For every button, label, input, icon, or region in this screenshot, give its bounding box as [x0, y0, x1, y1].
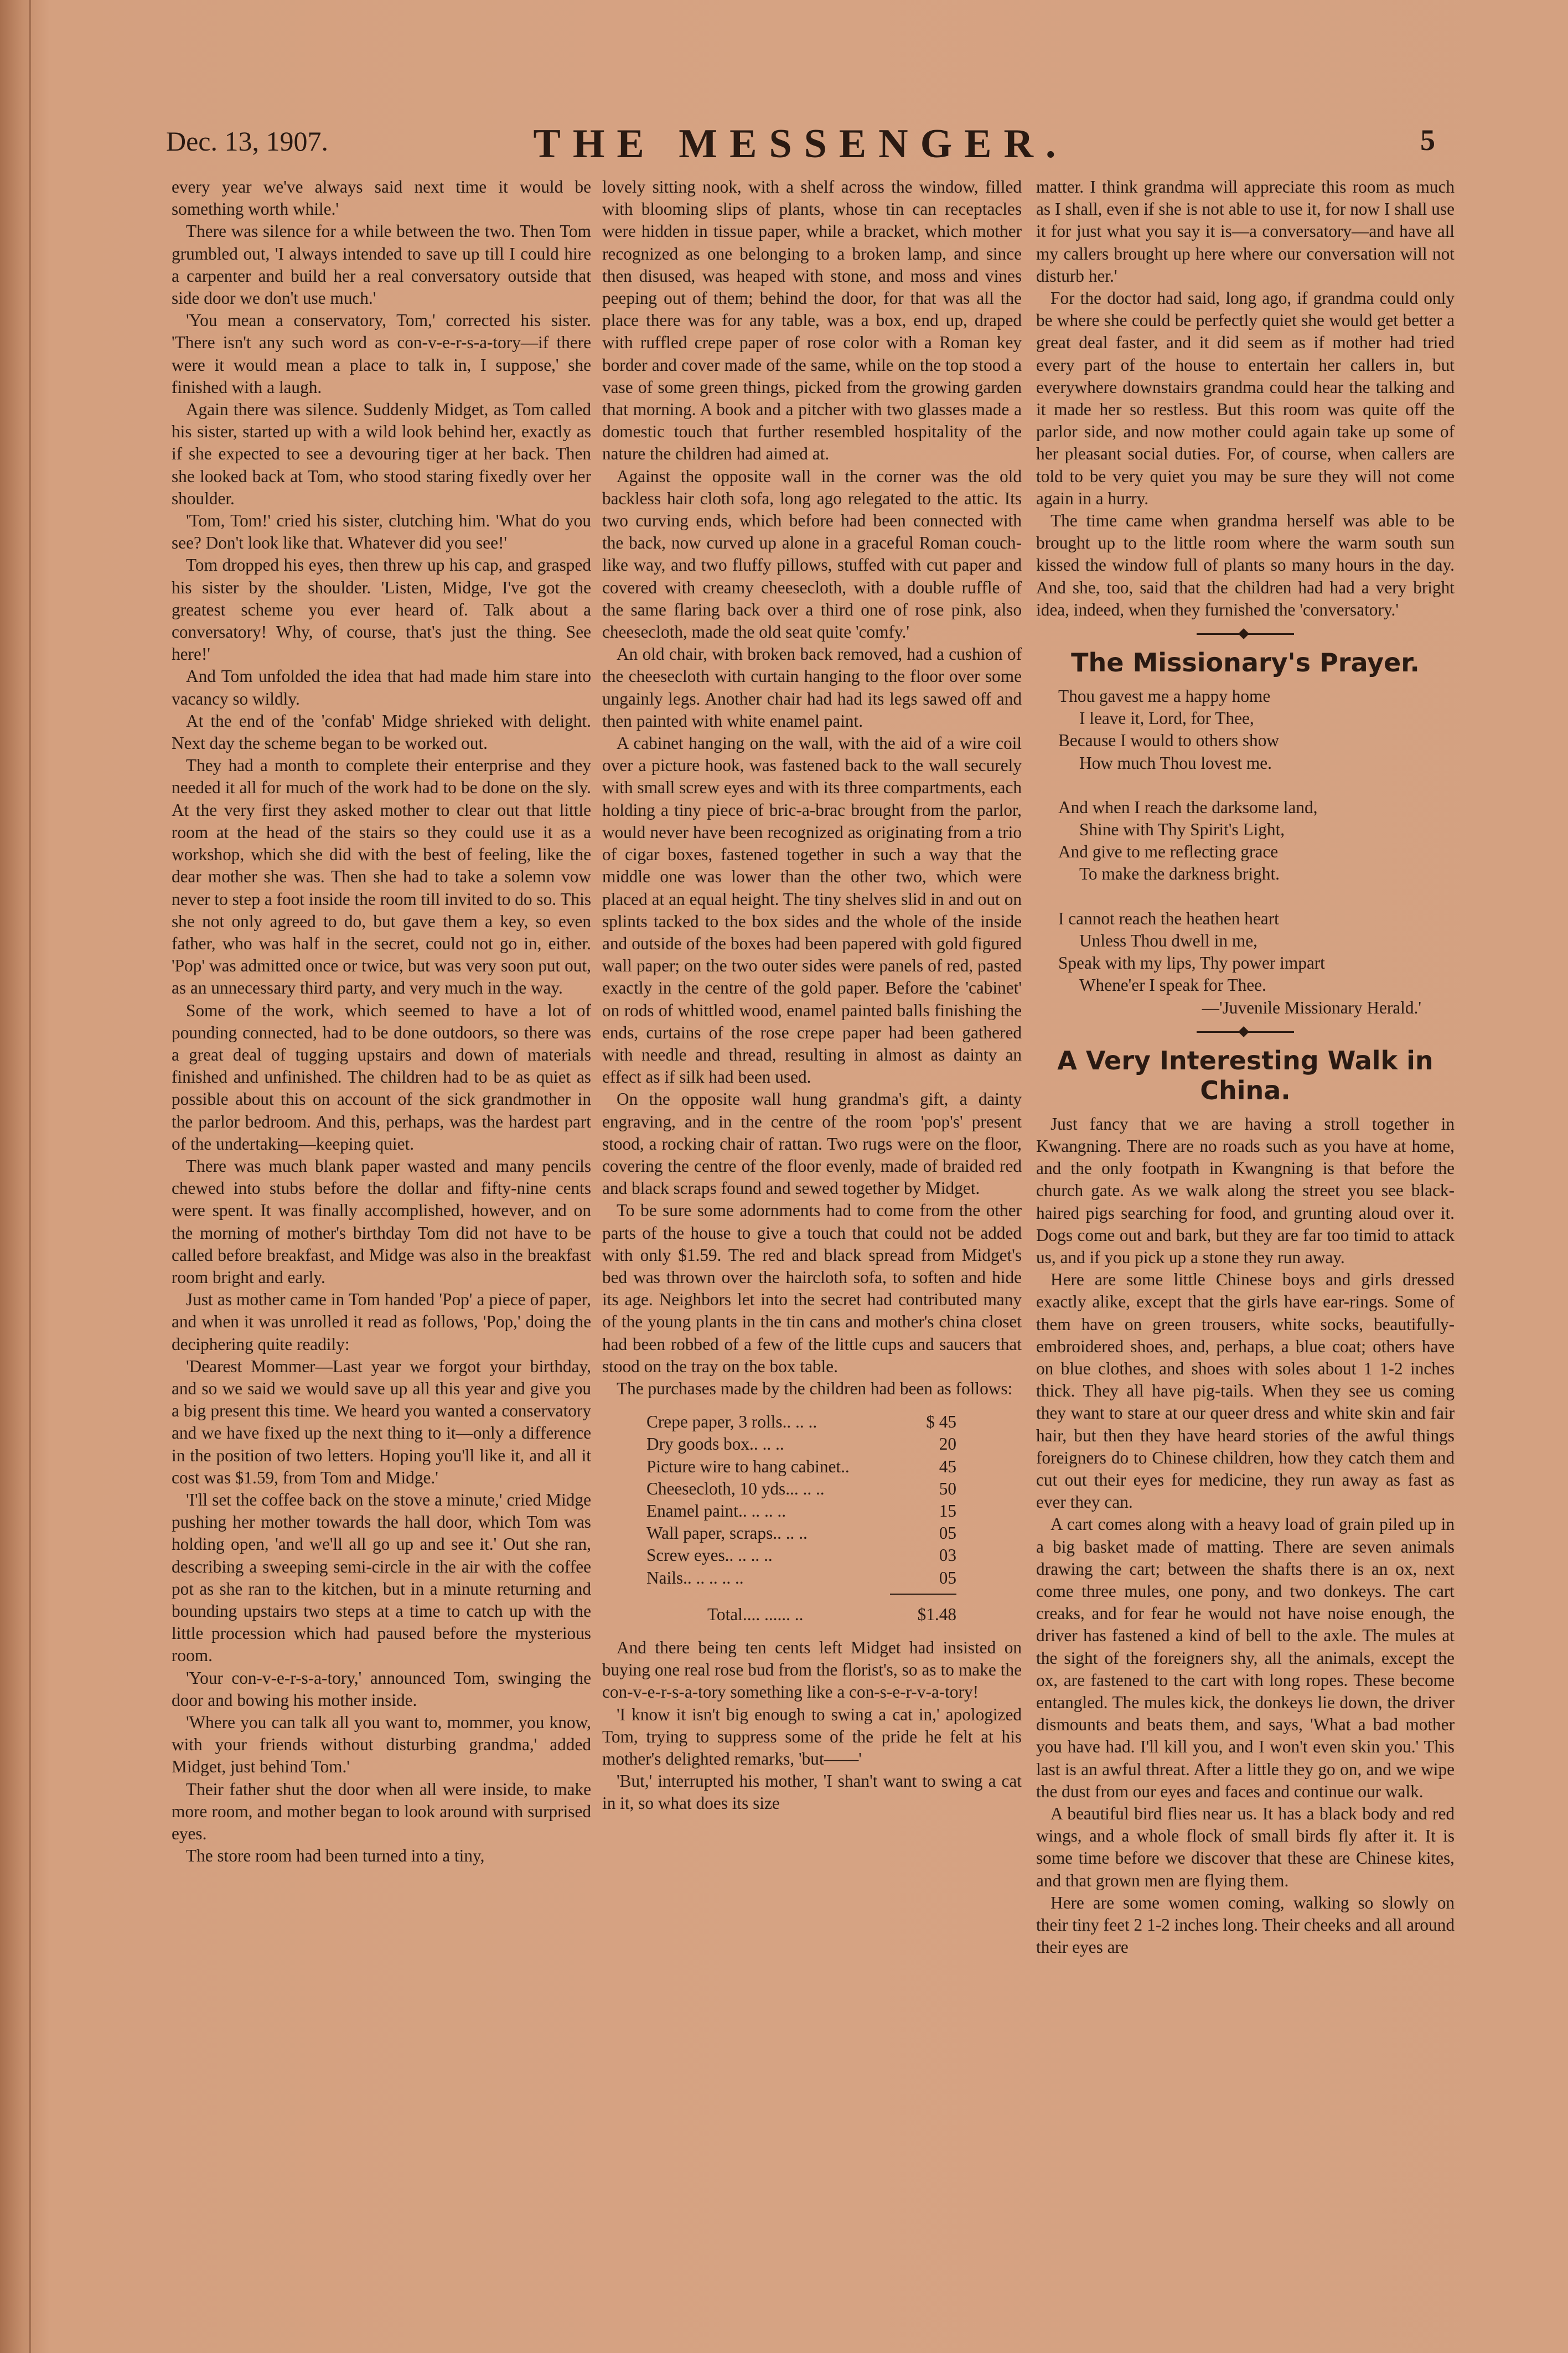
- purchase-item: Cheesecloth, 10 yds.: [646, 1478, 790, 1498]
- purchase-item: Crepe paper, 3 rolls: [646, 1412, 783, 1432]
- poem-line: And when I reach the darksome land,: [1058, 797, 1318, 817]
- page-number: 5: [1420, 123, 1435, 157]
- purchase-price: 05: [939, 1523, 956, 1543]
- issue-date: Dec. 13, 1907.: [166, 126, 328, 157]
- paragraph: There was silence for a while between the two. Then Tom grumbled out, 'I always intended to save up till I could hire a carpenter and build her a real conversatory outside that side door we don't use much.': [172, 221, 591, 308]
- paragraph: lovely sitting nook, with a shelf across the window, filled with blooming slips of plants, whose tin can receptacles were hidden in tissue paper, while a bracket, which mother recognized as one belonging to a broken lamp, and since then disused, was heaped with stone, and moss and vines peeping out of them; behind the door, for that was all the place there was for any table, was a box, end up, draped with ruffled crepe paper of rose color with a Roman key border and cover made of the same, while on the top stood a vase of some green things, picked from the growing garden that morning. A book and a pitcher with two glasses made a domestic touch that further resembled hospitality of the nature the children had aimed at.: [602, 177, 1022, 464]
- masthead-title: THE MESSENGER.: [533, 121, 1068, 167]
- purchase-item: Dry goods box: [646, 1434, 750, 1454]
- column-1: [172, 176, 591, 1867]
- paragraph: 'But,' interrupted his mother, 'I shan't want to swing a cat in it, so what does its size: [602, 1771, 1022, 1813]
- purchase-price: 45: [939, 1456, 956, 1476]
- paragraph: The time came when grandma herself was able to be brought up to the little room where the warm south sun kissed the window full of plants so many hours in the day. And she, too, said that the children had had a very bright idea, indeed, when they furnished the 'conversatory.': [1036, 511, 1455, 619]
- purchase-item: Wall paper, scraps: [646, 1523, 773, 1543]
- purchase-item: Picture wire to hang cabinet: [646, 1456, 841, 1476]
- purchase-row: Wall paper, scraps .. .. .. 05: [646, 1522, 956, 1544]
- section-divider: [1036, 627, 1455, 641]
- paragraph: 'I know it isn't big enough to swing a cat in,' apologized Tom, trying to suppress some of the pride he felt at his mother's delighted remarks, 'but——': [602, 1704, 1022, 1769]
- paragraph: The store room had been turned into a tiny,: [186, 1846, 485, 1866]
- purchase-price: 03: [939, 1545, 956, 1565]
- section-divider: [1036, 1025, 1455, 1039]
- poem-line: Shine with Thy Spirit's Light,: [1079, 820, 1285, 840]
- poem-stanza: [1058, 685, 1455, 774]
- poem-line: Because I would to others show: [1058, 731, 1279, 751]
- paragraph: And Tom unfolded the idea that had made him stare into vacancy so wildly.: [172, 666, 591, 709]
- paragraph: A cart comes along with a heavy load of grain piled up in a big basket made of matting. There are seven animals drawing the cart; between the shafts there is an ox, next come three mules, one pony, and two donkeys. The cart creaks, and for fear he would not have noise enough, the driver has fastened a kind of bell to the axle. The mules at the sight of the foreigners shy, all the animals, except the ox, are fastened to the cart with long ropes. These become entangled. The mules kick, the donkeys lie down, the driver dismounts and beats them, and says, 'What a bad mother you have had. I'll kill you, and I won't even skin you.' This last is an awful threat. After a little they go on, and we wipe the dust from our eyes and faces and continue our walk.: [1036, 1514, 1455, 1801]
- purchase-row: Enamel paint .. .. .. .. 15: [646, 1500, 956, 1522]
- purchase-row: Dry goods box .. .. .. 20: [646, 1433, 956, 1455]
- paragraph: A beautiful bird flies near us. It has a black body and red wings, and a whole flock of small birds fly after it. It is some time before we discover that these are Chinese kites, and that grown men are flying them.: [1036, 1804, 1455, 1890]
- paragraph: every year we've always said next time it would be something worth while.': [172, 177, 591, 219]
- paragraph: matter. I think grandma will appreciate this room as much as I shall, even if she is not able to use it, for now I shall use it for just what you say it is—a conversatory—and have all my callers brought up here where our conversation will not disturb her.': [1036, 177, 1455, 286]
- poem-line: How much Thou lovest me.: [1079, 753, 1272, 773]
- paragraph: Here are some women coming, walking so slowly on their tiny feet 2 1-2 inches long. Their cheeks and all around their eyes are: [1036, 1892, 1455, 1957]
- poem-stanza: [1058, 797, 1455, 886]
- poem-line: Speak with my lips, Thy power impart: [1058, 953, 1325, 973]
- poem-line: I cannot reach the heathen heart: [1058, 908, 1279, 928]
- purchase-total-row: Total .... ...... .. $1.48: [646, 1604, 956, 1626]
- paragraph: 'Tom, Tom!' cried his sister, clutching him. 'What do you see? Don't look like that. Whatever did you see!': [172, 511, 591, 553]
- purchase-item: Enamel paint: [646, 1501, 738, 1521]
- purchase-row: Screw eyes .. .. .. .. 03: [646, 1544, 956, 1566]
- column-2: [602, 176, 1022, 1815]
- paragraph: 'Where you can talk all you want to, mommer, you know, with your friends without disturbing grandma,' added Midget, just behind Tom.': [172, 1713, 591, 1777]
- paragraph: 'You mean a conservatory, Tom,' corrected his sister. 'There isn't any such word as con-v-e-r-s-a-tory—if there were it would mean a place to talk in, I suppose,' she finished with a laugh.: [172, 311, 591, 397]
- purchase-price: 20: [939, 1434, 956, 1454]
- poem-line: Thou gavest me a happy home: [1058, 686, 1271, 706]
- poem-line: And give to me reflecting grace: [1058, 842, 1279, 862]
- purchase-price: 05: [939, 1568, 956, 1587]
- paragraph: There was much blank paper wasted and many pencils chewed into stubs before the dollar and fifty-nine cents were spent. It was finally accomplished, however, and on the morning of mother's birthday Tom did not have to be called before breakfast, and Midge was also in the breakfast room bright and early.: [172, 1156, 591, 1287]
- paragraph: And there being ten cents left Midget had insisted on buying one real rose bud from the florist's, so as to make the con-v-e-r-s-a-tory something like a con-s-e-r-v-a-tory!: [602, 1638, 1022, 1702]
- poem-line: Unless Thou dwell in me,: [1079, 930, 1257, 950]
- purchase-row: Crepe paper, 3 rolls .. .. .. $ 45: [646, 1411, 956, 1433]
- purchases-table: [646, 1411, 956, 1626]
- page-fold-shadow: [29, 0, 31, 2353]
- paragraph: An old chair, with broken back removed, had a cushion of the cheesecloth with curtain hanging to the floor over some ungainly legs. Another chair had had its legs sawed off and then painted with white enamel paint.: [602, 644, 1022, 731]
- poem-line: I leave it, Lord, for Thee,: [1079, 709, 1254, 728]
- paragraph: To be sure some adornments had to come from the other parts of the house to give a touch that could not be added with only $1.59. The red and black spread from Midget's bed was thrown over the haircloth sofa, to soften and hide its age. Neighbors let into the secret had contributed many of the young plants in the tin cans and mother's china closet had been robbed of a few of the little cups and saucers that stood on the tray on the box table.: [602, 1201, 1022, 1376]
- page-header: [166, 121, 1435, 170]
- paragraph: 'Dearest Mommer—Last year we forgot your birthday, and so we said we would save up all this year and give you a big present this time. We heard you wanted a conservatory and we have fixed up the next thing to it—only a difference in the position of two letters. Hoping you'll like it, and all it cost was $1.59, from Tom and Midge.': [172, 1356, 591, 1487]
- poem-credit: —'Juvenile Missionary Herald.': [1202, 997, 1421, 1017]
- poem-line: Whene'er I speak for Thee.: [1079, 975, 1266, 995]
- purchase-price: $ 45: [926, 1412, 956, 1432]
- paragraph: Here are some little Chinese boys and girls dressed exactly alike, except that the girls have ear-rings. Some of them have on green trousers, white socks, beautifully-embroidered shoes, and, perhaps, a blue coat; others have on blue clothes, and shoes with soles about 1 1-2 inches thick. They all have pig-tails. When they see us coming they want to stare at our queer dress and white skin and fair hair, but then they have heard stories of the awful things foreigners do to Chinese children, how they catch them and cut out their eyes for medicine, they run away as fast as ever they can.: [1036, 1270, 1455, 1512]
- paragraph: They had a month to complete their enterprise and they needed it all for much of the work had to be done on the sly. At the very first they asked mother to clear out that little room at the head of the stairs so they could use it as a workshop, which she did with the best of feeling, like the dear mother she was. Then she had to take a solemn vow never to step a foot inside the room till invited to do so. This she not only agreed to do, but gave them a key, so even father, who was half in the secret, could not go in, either. 'Pop' was admitted once or twice, but was very soon put out, as an unnecessary third party, and very much in the way.: [172, 756, 591, 998]
- paragraph: Some of the work, which seemed to have a lot of pounding connected, had to be done outdoors, so there was a great deal of tugging upstairs and down of materials finished and unfinished. The children had to be as quiet as possible about this on account of the sick grandmother in the parlor bedroom. And this, perhaps, was the hardest part of the undertaking—keeping quiet.: [172, 1000, 591, 1154]
- paragraph: 'I'll set the coffee back on the stove a minute,' cried Midge pushing her mother towards the hall door, which Tom was holding open, 'and we'll all go up and see it.' Out she ran, describing a sweeping semi-circle in the air with the coffee pot as she ran to the kitchen, but in a minute returning and bounding upstairs two steps at a time to catch up with the little procession which had paused before the mysterious room.: [172, 1490, 591, 1666]
- purchase-item: Nails: [646, 1568, 684, 1587]
- paragraph: On the opposite wall hung grandma's gift, a dainty engraving, and in the centre of the room 'pop's' present stood, a rocking chair of rattan. Two rugs were on the floor, covering the centre of the floor evenly, made of braided red and black scraps found and sewed together by Midget.: [602, 1089, 1022, 1198]
- paragraph: 'Your con-v-e-r-s-a-tory,' announced Tom, swinging the door and bowing his mother inside.: [172, 1668, 591, 1710]
- paragraph: Tom dropped his eyes, then threw up his cap, and grasped his sister by the shoulder. 'Listen, Midge, I've got the greatest scheme you ever heard of. Talk about a conversatory! Why, of course, that's just the thing. See here!': [172, 555, 591, 664]
- poem-stanza: [1058, 908, 1455, 997]
- paragraph: Just as mother came in Tom handed 'Pop' a piece of paper, and when it was unrolled it read as follows, 'Pop,' doing the deciphering quite readily:: [172, 1290, 591, 1354]
- purchase-price: 15: [939, 1501, 956, 1521]
- paragraph: The purchases made by the children had been as follows:: [617, 1378, 1013, 1398]
- paragraph: At the end of the 'confab' Midge shrieked with delight. Next day the scheme began to be worked out.: [172, 711, 591, 753]
- purchase-item: Screw eyes: [646, 1545, 725, 1565]
- purchase-row: Nails .. .. .. .. .. 05: [646, 1567, 956, 1589]
- total-label: Total: [707, 1604, 743, 1624]
- purchase-row: Picture wire to hang cabinet .. 45: [646, 1456, 956, 1478]
- poem: [1058, 685, 1455, 1019]
- paragraph: For the doctor had said, long ago, if grandma could only be where she could be perfectly quiet she would get better a great deal faster, and it did seem as if mother had tried every part of the house to entertain her callers in, but everywhere downstairs grandma could hear the talking and it made her so restless. But this room was quite off the parlor side, and now mother could again take up some of her pleasant social duties. For, of course, when callers are told to be very quiet you may be sure they will not come again in a hurry.: [1036, 288, 1455, 508]
- paragraph: Their father shut the door when all were inside, to make more room, and mother began to look around with surprised eyes.: [172, 1779, 591, 1844]
- column-3: [1036, 176, 1455, 1958]
- purchase-row: Cheesecloth, 10 yds. .. .. .. 50: [646, 1478, 956, 1500]
- paragraph: A cabinet hanging on the wall, with the aid of a wire coil over a picture hook, was fastened back to the wall securely with small screw eyes and with its three compartments, each holding a tiny piece of bric-a-brac brought from the parlor, would never have been recognized as originating from a trio of cigar boxes, fastened together in such a way that the middle one was lower than the other two, which were placed at an equal height. The tiny shelves slid in and out on splints tacked to the box sides and the whole of the inside and outside of the boxes had been papered with gold figured wall paper; on the two outer sides were panels of red, pasted exactly in the centre of the gold paper. Before the 'cabinet' on rods of whittled wood, enamel painted balls finishing the ends, curtains of the rose crepe paper had been gathered with needle and thread, resulting in almost as dainty an effect as if silk had been used.: [602, 733, 1022, 1087]
- poem-line: To make the darkness bright.: [1079, 864, 1280, 884]
- paragraph: Against the opposite wall in the corner was the old backless hair cloth sofa, long ago relegated to the attic. Its two curving ends, which before had been connected with the back, now curved up alone in a graceful Roman couch-like way, and two fluffy pillows, stuffed with cut paper and covered with creamy cheesecloth, with a double ruffle of the same flaring back over a third one of rose pink, also cheesecloth, made the old seat quite 'comfy.': [602, 466, 1022, 642]
- poem-title: The Missionary's Prayer.: [1071, 648, 1420, 678]
- total-amount: $1.48: [917, 1604, 956, 1624]
- paragraph: Just fancy that we are having a stroll together in Kwangning. There are no roads such as you have at home, and the only footpath in Kwangning is that before the church gate. As we walk along the street you see black-haired pigs searching for food, and grunting aloud over it. Dogs come out and bark, but they are far too timid to attack us, and if you pick up a stone they run away.: [1036, 1114, 1455, 1267]
- article-title: A Very Interesting Walk in China.: [1057, 1045, 1434, 1105]
- total-rule: [890, 1594, 956, 1595]
- purchase-price: 50: [939, 1478, 956, 1498]
- paragraph: Again there was silence. Suddenly Midget, as Tom called his sister, started up with a wild look behind her, exactly as if she expected to see a devouring tiger at her back. Then she looked back at Tom, who stood staring fixedly over her shoulder.: [172, 400, 591, 508]
